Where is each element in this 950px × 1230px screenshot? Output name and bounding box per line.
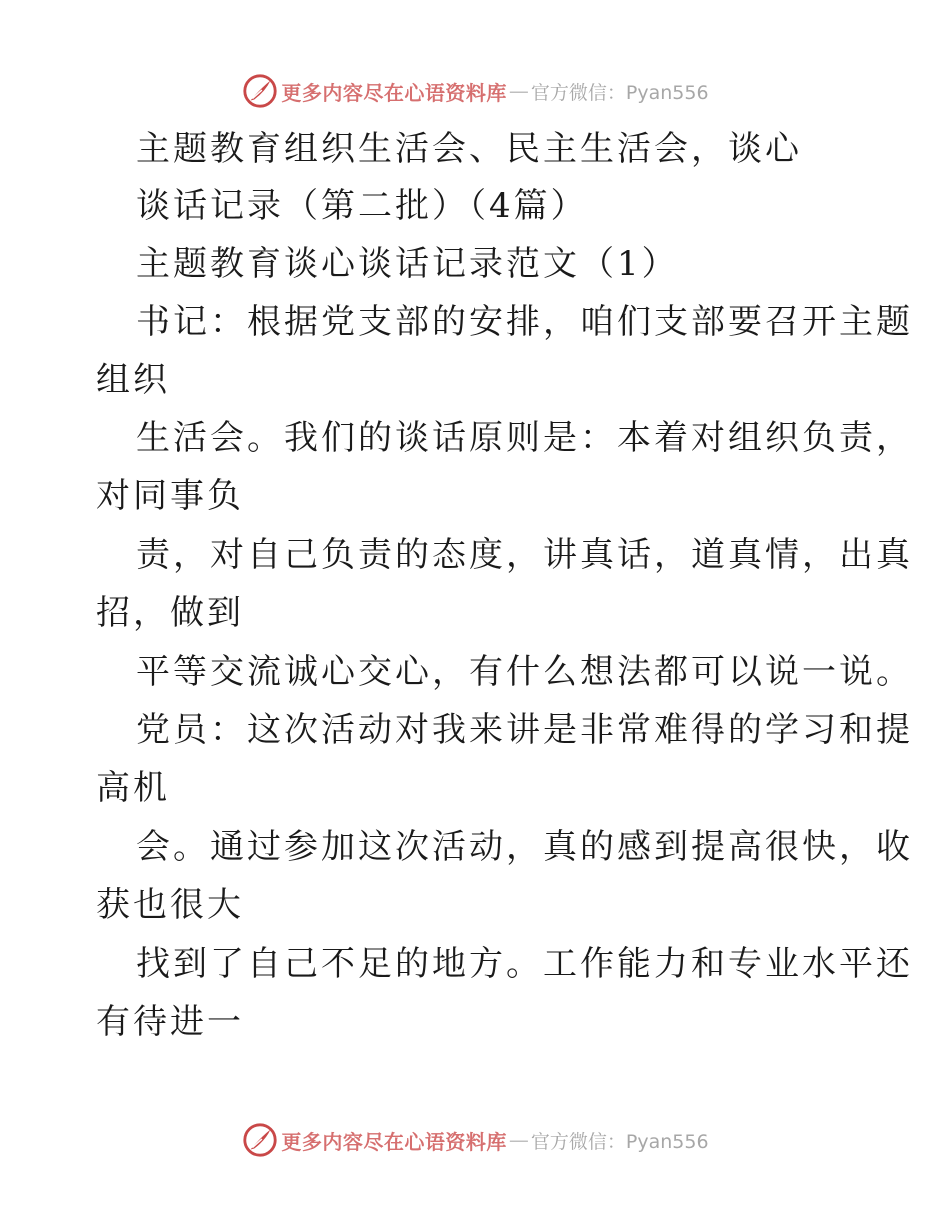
paragraph-line: 获也很大 bbox=[96, 885, 244, 925]
paragraph-line: 书记：根据党支部的安排，咱们支部要召开主题 bbox=[136, 302, 913, 342]
paragraph-line: 高机 bbox=[96, 768, 170, 808]
paragraph-line: 找到了自己不足的地方。工作能力和专业水平还 bbox=[136, 944, 913, 984]
header-banner bbox=[0, 71, 950, 111]
paragraph-line: 有待进一 bbox=[96, 1002, 244, 1042]
paragraph-line: 招，做到 bbox=[96, 593, 244, 633]
banner-separator: — bbox=[508, 79, 529, 103]
banner-wechat: 官方微信：Pyan556 bbox=[530, 1130, 709, 1153]
banner-wechat: 官方微信：Pyan556 bbox=[530, 81, 709, 104]
banner-site-name: 更多内容尽在心语资料库 bbox=[281, 1129, 507, 1154]
banner-separator: — bbox=[508, 1128, 529, 1152]
quill-logo-icon bbox=[241, 72, 279, 110]
paragraph-line: 党员：这次活动对我来讲是非常难得的学习和提 bbox=[136, 710, 913, 750]
banner-site-name: 更多内容尽在心语资料库 bbox=[281, 80, 507, 105]
paragraph-line: 组织 bbox=[96, 360, 170, 400]
section-heading: 主题教育谈心谈话记录范文（1） bbox=[136, 244, 679, 284]
quill-logo-icon bbox=[241, 1121, 279, 1159]
footer-banner bbox=[0, 1120, 950, 1160]
doc-title-line-2: 谈话记录（第二批）（4篇） bbox=[136, 186, 588, 226]
doc-title-line-1: 主题教育组织生活会、民主生活会，谈心 bbox=[136, 129, 802, 169]
paragraph-line: 对同事负 bbox=[96, 476, 244, 516]
paragraph-line: 平等交流诚心交心，有什么想法都可以说一说。 bbox=[136, 652, 913, 692]
paragraph-line: 会。通过参加这次活动，真的感到提高很快，收 bbox=[136, 827, 913, 867]
paragraph-line: 生活会。我们的谈话原则是：本着对组织负责， bbox=[136, 418, 913, 458]
paragraph-line: 责，对自己负责的态度，讲真话，道真情，出真 bbox=[136, 535, 913, 575]
